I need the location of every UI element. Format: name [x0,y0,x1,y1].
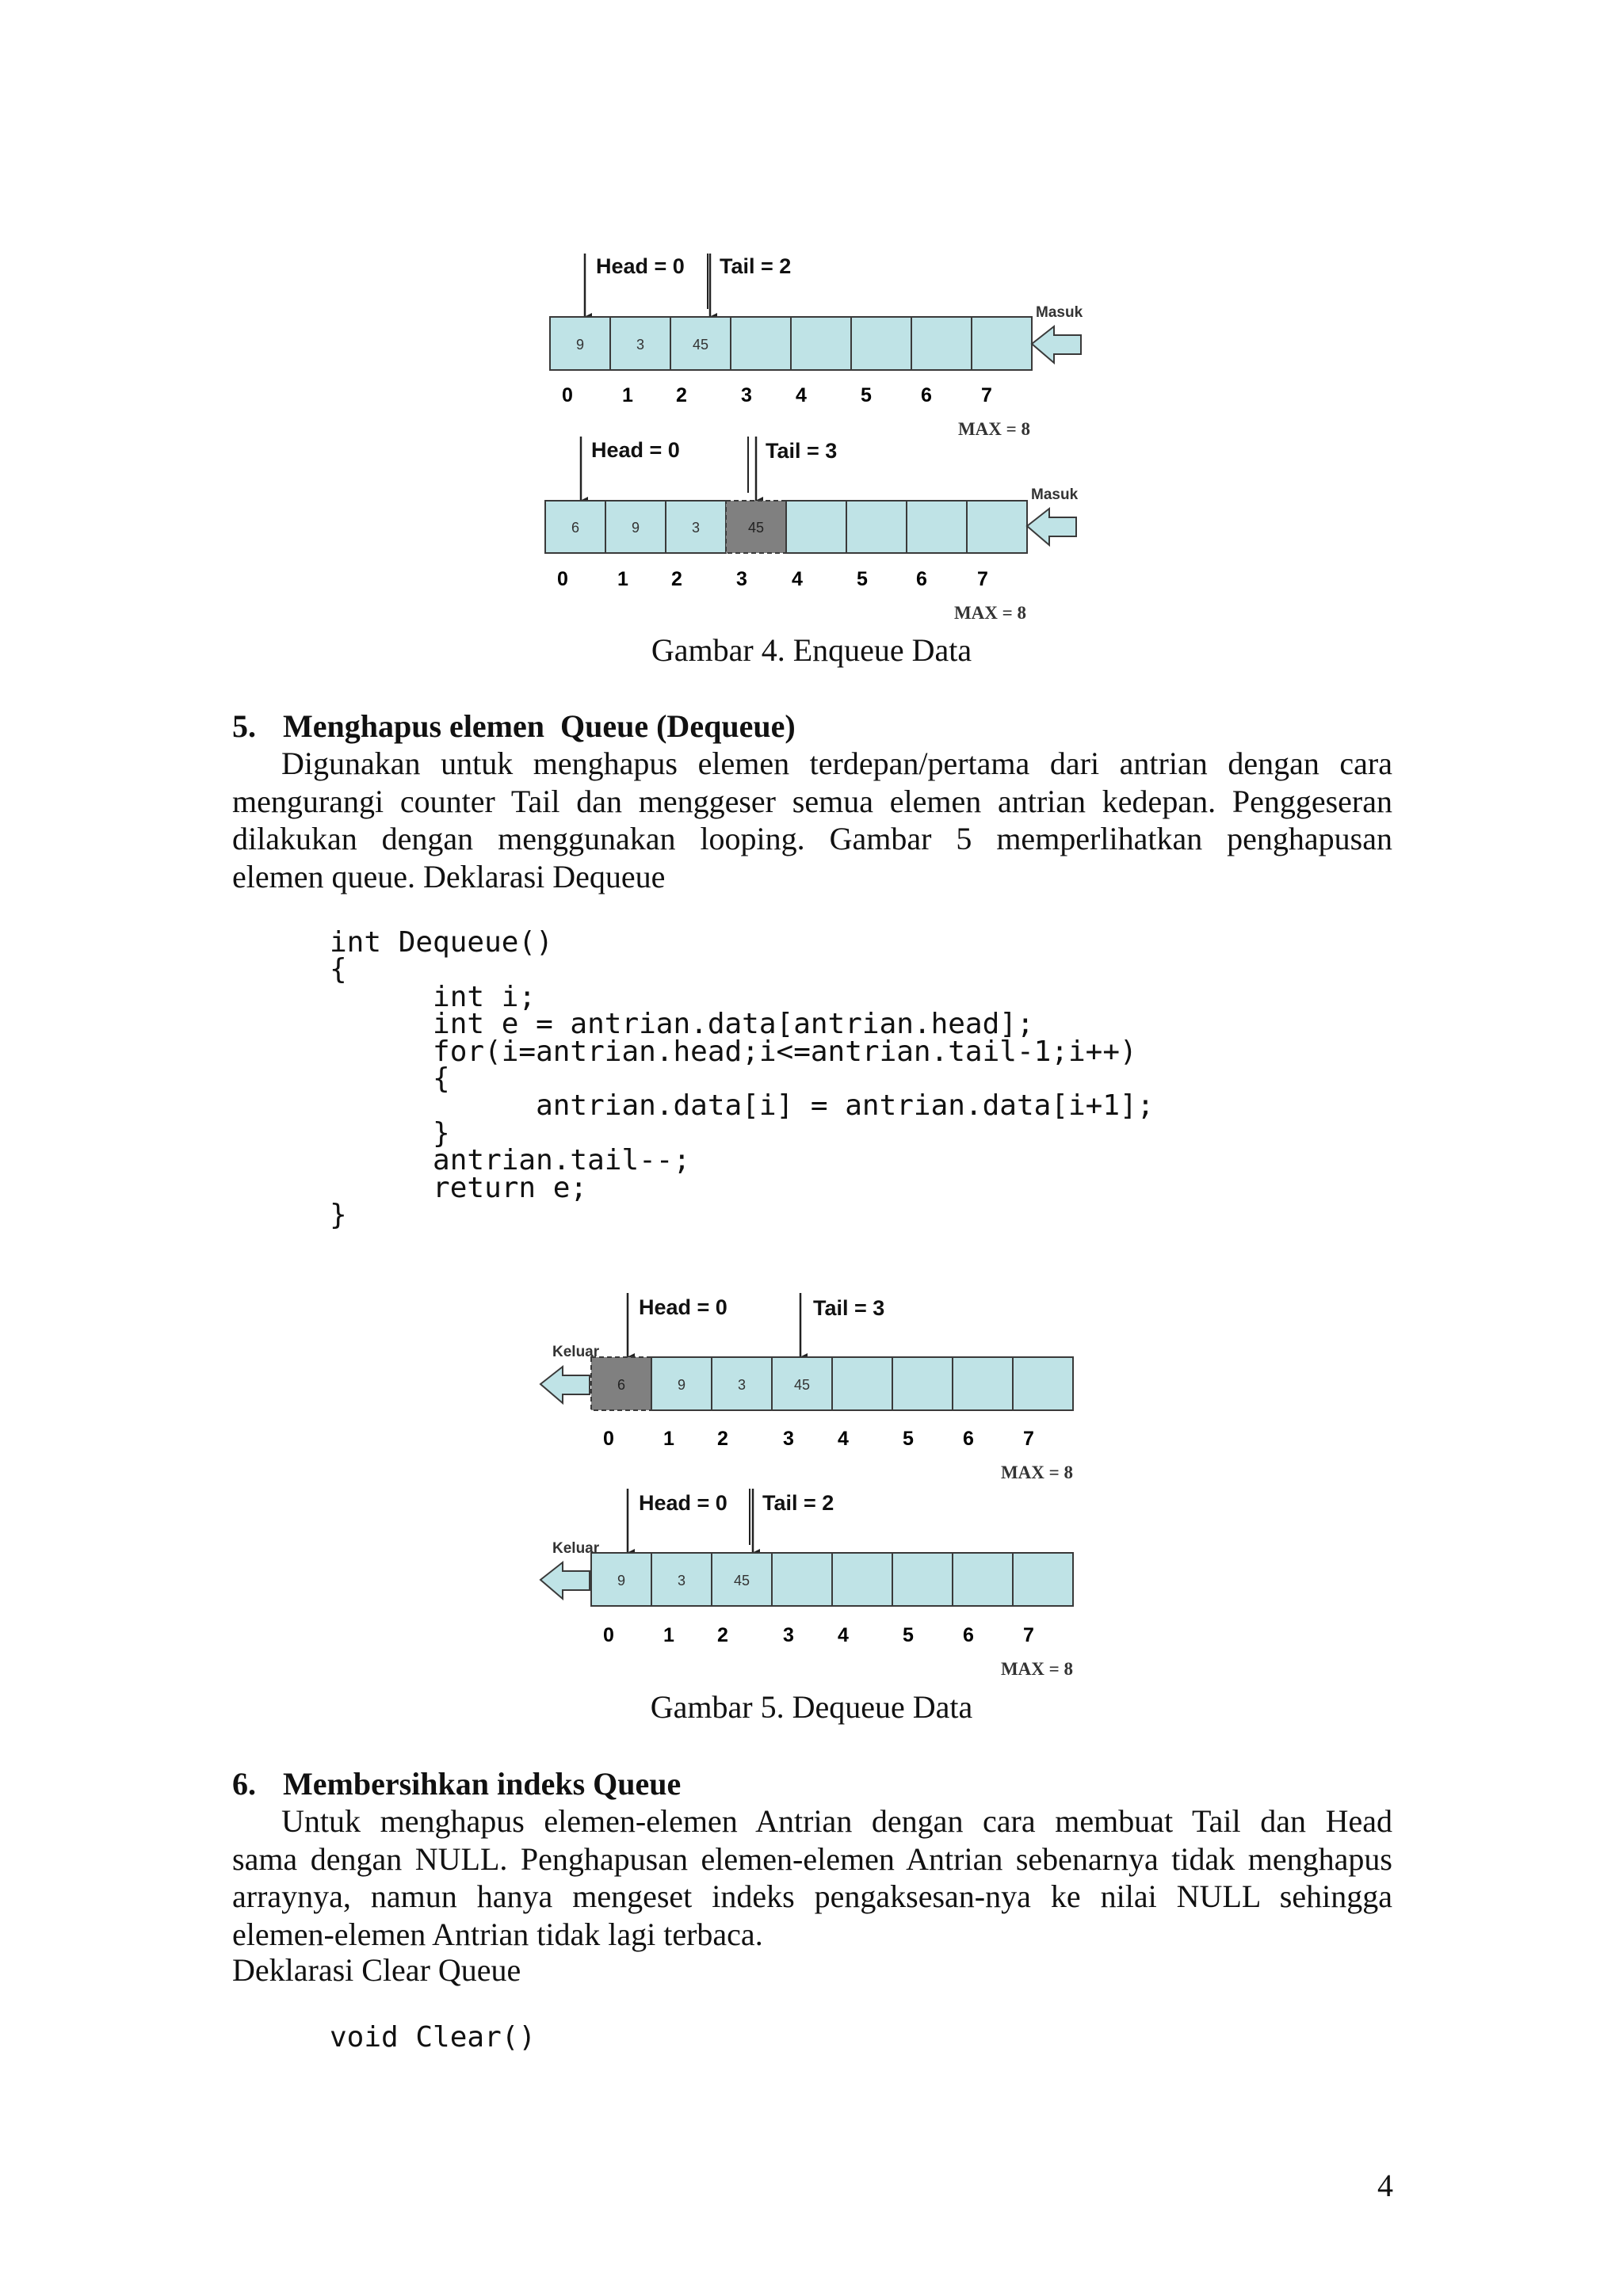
head-label: Head = 0 [639,1295,727,1319]
index-label: 2 [717,1624,728,1646]
paragraph-line: arraynya, namun hanya mengeset indeks pengaksesan-nya ke nilai NULL sehingga [232,1878,1392,1914]
masuk-arrow [1032,304,1083,363]
queue-cells [545,501,1027,553]
section-6-paragraph [232,1802,1392,1953]
index-label: 3 [741,384,752,406]
figure-5-diagram [0,1268,1623,1688]
queue-cell [892,1553,953,1606]
index-label: 3 [736,568,747,590]
paragraph-line: dilakukan dengan menggunakan looping. Gambar 5 memperlihatkan penghapusan [232,821,1392,856]
index-label: 0 [603,1624,614,1646]
clear-declaration-label: Deklarasi Clear Queue [232,1952,521,1988]
queue-bottom [540,1489,1073,1679]
index-label: 3 [783,1624,794,1646]
section-number: 5. [232,708,256,744]
queue-top [540,1293,1073,1482]
cell-value: 9 [677,1377,686,1393]
figure-4-diagram [0,0,1623,634]
cell-value: 6 [571,520,580,536]
cell-value: 3 [691,520,701,536]
figure-5-caption: Gambar 5. Dequeue Data [650,1689,973,1725]
index-label: 7 [1023,1624,1034,1646]
index-label: 5 [903,1428,914,1450]
cell-value: 6 [617,1377,626,1393]
queue-cell [1013,1553,1073,1606]
queue-cell [791,317,851,370]
queue-cell [832,1357,892,1410]
queue-cell [907,501,967,553]
queue-cell [832,1553,892,1606]
index-label: 4 [838,1624,849,1646]
index-label: 4 [792,568,803,590]
queue-cells [591,1357,1073,1410]
cell-value: 3 [677,1573,686,1589]
index-label: 5 [857,568,868,590]
max-label: MAX = 8 [1000,1659,1073,1679]
queue-bottom [545,437,1079,623]
tail-label: Tail = 2 [720,254,792,278]
queue-cell [731,317,791,370]
index-label: 1 [622,384,633,406]
paragraph-line: sama dengan NULL. Penghapusan elemen-elemen Antrian sebenarnya tidak menghapus [232,1840,1392,1877]
index-label: 6 [921,384,932,406]
index-label: 2 [676,384,687,406]
index-label: 6 [963,1428,974,1450]
clear-code-block: void Clear() [330,2021,537,2054]
index-label: 4 [838,1428,849,1450]
queue-cell [967,501,1027,553]
section-title: Menghapus elemen Queue (Dequeue) [283,708,796,744]
tail-label: Tail = 2 [762,1491,834,1515]
queue-cell [1013,1357,1073,1410]
section-6-heading [232,1765,681,1802]
cell-value: 45 [692,337,709,353]
cell-value: 45 [747,520,765,536]
queue-cells [550,317,1032,370]
cell-value: 45 [733,1573,750,1589]
queue-top [550,254,1083,439]
paragraph-line: elemen-elemen Antrian tidak lagi terbaca. [232,1916,763,1952]
paragraph-line: elemen queue. Deklarasi Dequeue [232,858,666,894]
cell-value: 9 [631,520,640,536]
page-number: 4 [1377,2168,1393,2203]
arrow-label: Keluar [552,1344,600,1360]
cell-value: 9 [617,1573,626,1589]
max-label: MAX = 8 [953,603,1026,623]
section-number: 6. [232,1766,256,1802]
section-5-heading [232,707,796,745]
tail-label: Tail = 3 [813,1296,885,1320]
queue-cell [772,1553,832,1606]
paragraph-line: Untuk menghapus elemen-elemen Antrian dengan cara membuat Tail dan Head [281,1803,1392,1839]
index-label: 1 [663,1428,674,1450]
queue-cell [786,501,846,553]
queue-cell [846,501,907,553]
index-label: 2 [717,1428,728,1450]
index-label: 3 [783,1428,794,1450]
cell-value: 3 [636,337,645,353]
queue-cells [591,1553,1073,1606]
dequeue-code-block: int Dequeue() { int i; int e = antrian.data[antrian.head]; for(i=antrian.head;i<=antrian.tail-1;i++) { antrian.data[i] = antrian.data[i+1]; } antrian.tail--; return e; } [330,926,1155,1232]
max-label: MAX = 8 [957,419,1030,439]
queue-cell [911,317,972,370]
cell-value: 9 [575,337,585,353]
head-label: Head = 0 [639,1491,727,1515]
cell-value: 45 [793,1377,811,1393]
index-label: 0 [603,1428,614,1450]
arrow-label: Masuk [1036,304,1083,321]
masuk-arrow [1027,486,1079,545]
index-label: 6 [963,1624,974,1646]
index-label: 0 [562,384,573,406]
index-label: 2 [671,568,682,590]
figure-4-caption: Gambar 4. Enqueue Data [651,632,972,668]
index-label: 7 [977,568,988,590]
cell-value: 3 [737,1377,747,1393]
index-label: 7 [1023,1428,1034,1450]
index-label: 5 [903,1624,914,1646]
queue-cell [892,1357,953,1410]
arrow-label: Masuk [1031,486,1079,503]
queue-cell [953,1553,1013,1606]
index-label: 6 [916,568,927,590]
paragraph-line: Digunakan untuk menghapus elemen terdepan/pertama dari antrian dengan cara [281,746,1392,781]
paragraph-line: mengurangi counter Tail dan menggeser semua elemen antrian kedepan. Penggeseran [232,783,1392,819]
index-label: 7 [981,384,992,406]
arrow-label: Keluar [552,1540,600,1557]
index-label: 5 [861,384,872,406]
index-label: 4 [796,384,807,406]
section-title: Membersihkan indeks Queue [283,1766,682,1802]
queue-cell [972,317,1032,370]
queue-cell [851,317,911,370]
index-label: 1 [663,1624,674,1646]
tail-label: Tail = 3 [766,439,838,463]
index-label: 1 [617,568,628,590]
queue-cell [953,1357,1013,1410]
head-label: Head = 0 [596,254,685,278]
head-label: Head = 0 [591,438,680,462]
max-label: MAX = 8 [1000,1463,1073,1482]
index-label: 0 [557,568,568,590]
section-5-paragraph [232,745,1392,895]
